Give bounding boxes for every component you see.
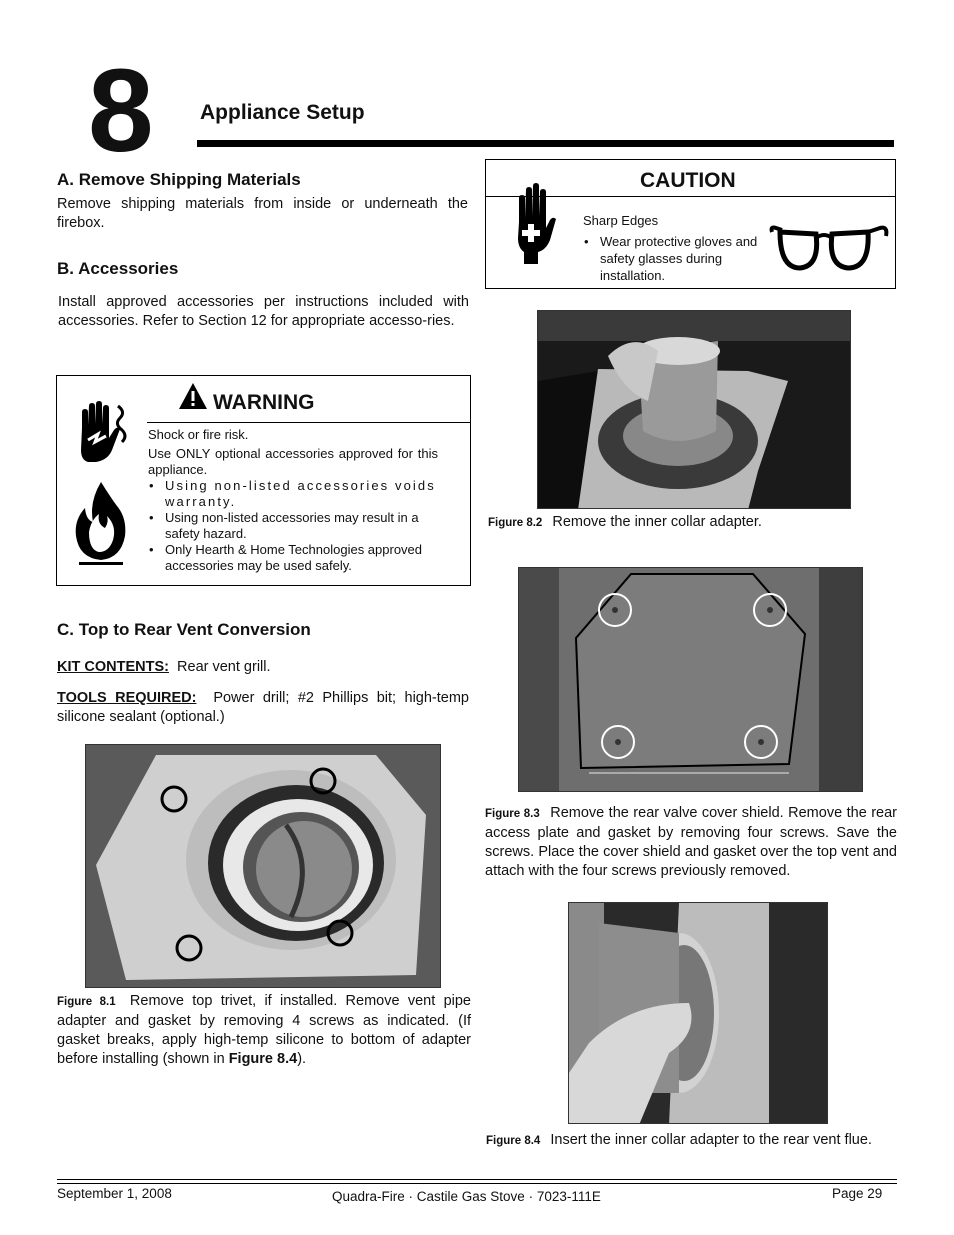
chapter-number: 8	[88, 45, 152, 177]
caution-bullet-list	[583, 233, 768, 284]
figure-8-1-caption-text: Remove top trivet, if installed. Remove vent pipe adapter and gasket by removing 4 screws as indicated. (If gasket breaks, apply high-temp silicone to bottom of adapter before installing (shown in	[57, 993, 471, 1067]
figure-8-3-caption-text: Remove the rear valve cover shield. Remove the rear access plate and gasket by removing four screws. Save the screws. Place the cover shield and gasket over the top vent and attach with the four screws previously removed.	[485, 805, 898, 879]
figure-8-4-caption	[486, 1131, 898, 1151]
warning-bullet-list	[148, 478, 438, 574]
footer-rule	[57, 1183, 897, 1184]
warning-line-1: Shock or fire risk.	[148, 427, 249, 442]
footer-page-number: Page 29	[832, 1186, 883, 1201]
figure-8-3-caption	[485, 804, 897, 881]
fire-hazard-icon	[71, 480, 131, 566]
caution-line-1: Sharp Edges	[583, 213, 659, 228]
section-a-heading: A. Remove Shipping Materials	[57, 170, 301, 189]
kit-contents-text: Rear vent grill.	[177, 659, 271, 675]
tools-required-label: TOOLS REQUIRED:	[57, 690, 197, 706]
figure-8-2-caption-text: Remove the inner collar adapter.	[552, 514, 762, 530]
figure-8-3-number: Figure 8.3	[485, 808, 540, 820]
section-c-heading: C. Top to Rear Vent Conversion	[57, 620, 311, 639]
shock-hand-icon	[76, 400, 130, 468]
warning-bullet: • Using non-listed accessories voids warranty.	[148, 478, 438, 510]
warning-line-2: Use ONLY optional accessories approved for this appliance.	[148, 446, 438, 477]
section-b-heading: B. Accessories	[57, 259, 179, 278]
glove-hand-icon	[514, 182, 558, 266]
caution-box	[485, 159, 896, 289]
figure-8-2-photo	[537, 310, 851, 509]
figure-8-1-photo	[85, 744, 441, 988]
figure-8-1-caption-end: ).	[297, 1051, 307, 1067]
figure-8-1-number: Figure 8.1	[57, 996, 116, 1008]
kit-contents-label: KIT CONTENTS:	[57, 659, 169, 675]
figure-8-1-caption	[57, 992, 471, 1069]
figure-8-3-photo	[518, 567, 863, 792]
section-a-text: Remove shipping materials from inside or underneath the firebox.	[57, 196, 468, 231]
figure-8-2-caption	[488, 513, 896, 533]
caution-bullet: • Wear protective gloves and safety glasses during installation.	[583, 233, 768, 284]
figure-8-4-number: Figure 8.4	[486, 1135, 541, 1147]
warning-box	[56, 375, 471, 586]
footer-rule	[57, 1179, 897, 1180]
figure-8-2-number: Figure 8.2	[488, 517, 543, 529]
figure-8-4-reference: Figure 8.4	[228, 1051, 298, 1067]
chapter-title: Appliance Setup	[200, 101, 365, 124]
figure-8-4-photo	[568, 902, 828, 1124]
warning-title: WARNING	[213, 391, 315, 414]
warning-triangle-icon	[178, 382, 208, 414]
safety-glasses-icon	[768, 222, 890, 272]
warning-divider	[147, 422, 470, 423]
footer-date: September 1, 2008	[57, 1186, 172, 1201]
caution-title: CAUTION	[640, 169, 736, 192]
tools-required-text: Power drill; #2 Phillips bit; high-temp silicone sealant (optional.)	[57, 690, 469, 725]
section-b-text: Install approved accessories per instructions included with accessories. Refer to Section 12 for appropriate accesso-ries.	[58, 294, 469, 329]
warning-bullet: • Only Hearth & Home Technologies approved accessories may be used safely.	[148, 542, 438, 574]
figure-8-4-caption-text: Insert the inner collar adapter to the rear vent flue.	[550, 1132, 872, 1148]
warning-bullet: • Using non-listed accessories may result in a safety hazard.	[148, 510, 438, 542]
title-rule	[197, 140, 894, 147]
footer-document-title: Quadra-Fire · Castile Gas Stove · 7023-111E	[332, 1189, 601, 1204]
